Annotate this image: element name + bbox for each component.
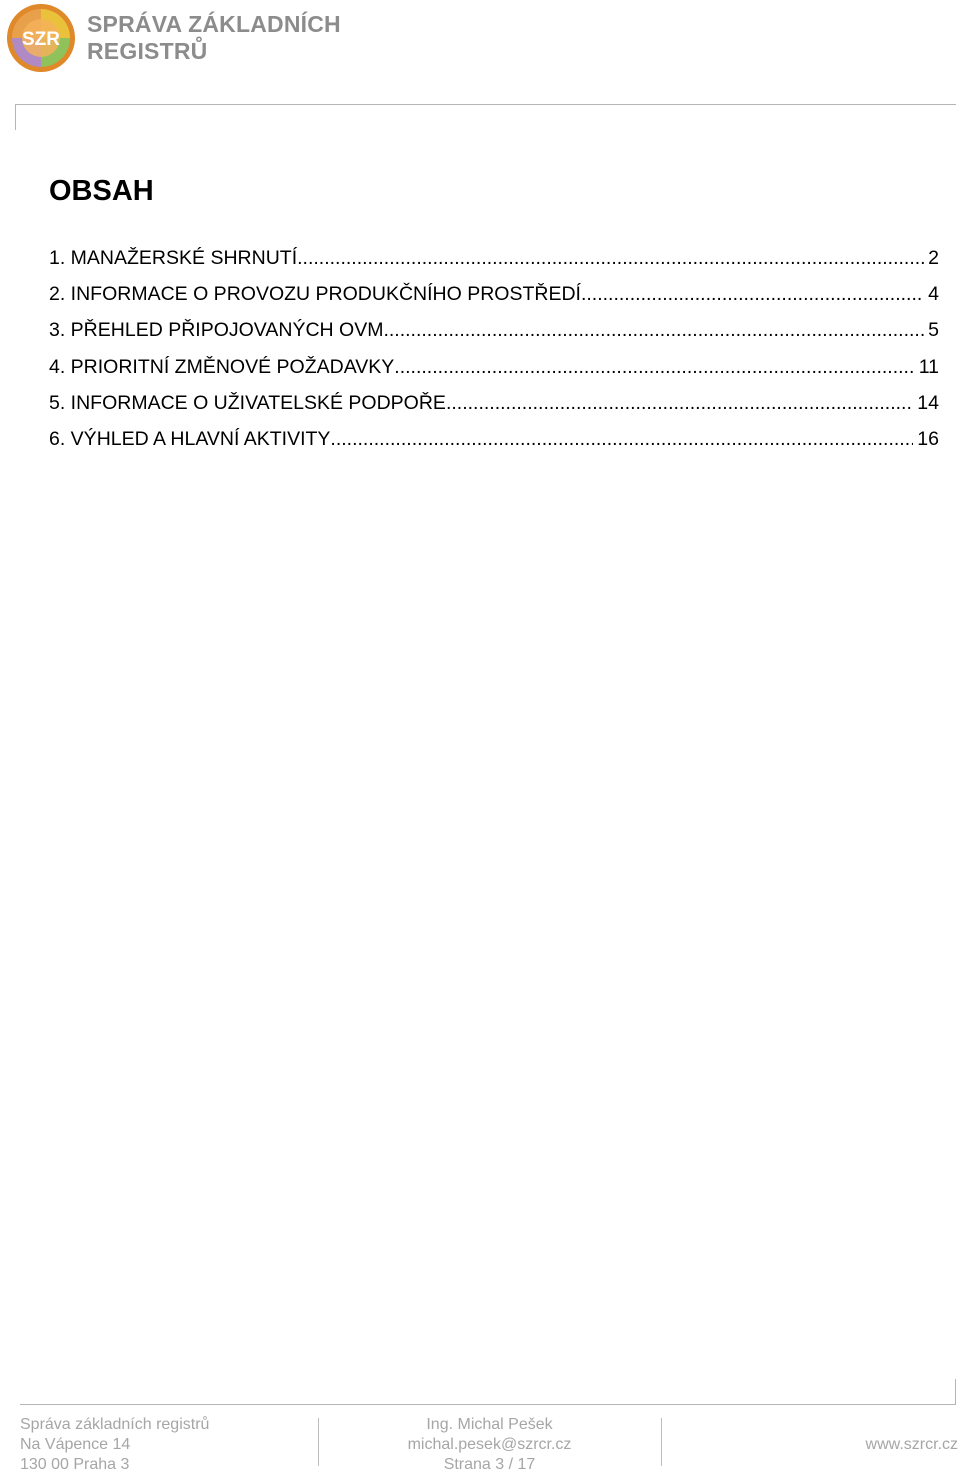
toc-entry-3[interactable] [49,316,939,352]
org-name-line2: REGISTRŮ [87,38,208,64]
toc-dot-leader [297,244,924,272]
szr-logo-icon [6,3,76,73]
toc-entry-page: 11 [918,355,939,378]
header-corner-mark [15,104,16,130]
footer-divider [20,1404,956,1405]
toc-entry-5[interactable] [49,389,939,425]
footer-website[interactable]: www.szrcr.cz [865,1436,958,1453]
toc-entry-label: 1. MANAŽERSKÉ SHRNUTÍ [49,247,298,269]
org-name-line1: SPRÁVA ZÁKLADNÍCH [87,11,341,37]
footer-corner-mark [955,1379,956,1405]
page-title: OBSAH [49,175,154,207]
footer-separator [661,1418,662,1466]
toc-dot-leader [330,425,913,453]
logo-label: SZR [22,29,60,50]
footer-org: Správa základních registrů [20,1416,210,1433]
footer-author: Ing. Michal Pešek [426,1416,553,1433]
toc-entry-label: 4. PRIORITNÍ ZMĚNOVÉ POŽADAVKY [49,355,395,378]
toc-entry-page: 5 [928,319,939,342]
toc-entry-4[interactable] [49,353,939,389]
toc-entry-2[interactable] [49,280,939,316]
toc-entry-label: 6. VÝHLED A HLAVNÍ AKTIVITY [49,427,331,450]
toc-entry-6[interactable] [49,425,939,461]
toc-dot-leader [581,280,924,308]
org-name [87,11,341,65]
toc-entry-page: 4 [928,283,939,306]
header-divider [15,104,956,105]
toc-dot-leader [394,353,914,381]
footer-email[interactable]: michal.pesek@szrcr.cz [407,1436,572,1453]
footer-street: Na Vápence 14 [20,1436,131,1453]
toc-entry-label: 5. INFORMACE O UŽIVATELSKÉ PODPOŘE [49,391,446,414]
footer-address [20,1415,209,1475]
footer-page-number: Strana 3 / 17 [443,1456,536,1473]
toc-entry-label: 2. INFORMACE O PROVOZU PRODUKČNÍHO PROSTŘEDÍ [49,283,581,306]
footer-city: 130 00 Praha 3 [20,1456,130,1473]
footer-contact [318,1415,661,1475]
toc-dot-leader [383,316,924,344]
toc-entry-page: 16 [917,427,939,450]
toc-entry-page: 2 [928,247,939,269]
toc-dot-leader [446,389,913,417]
toc-entry-label: 3. PŘEHLED PŘIPOJOVANÝCH OVM [49,319,384,342]
toc-entry-1[interactable] [49,244,939,280]
table-of-contents [49,244,939,461]
toc-entry-page: 14 [917,391,939,414]
